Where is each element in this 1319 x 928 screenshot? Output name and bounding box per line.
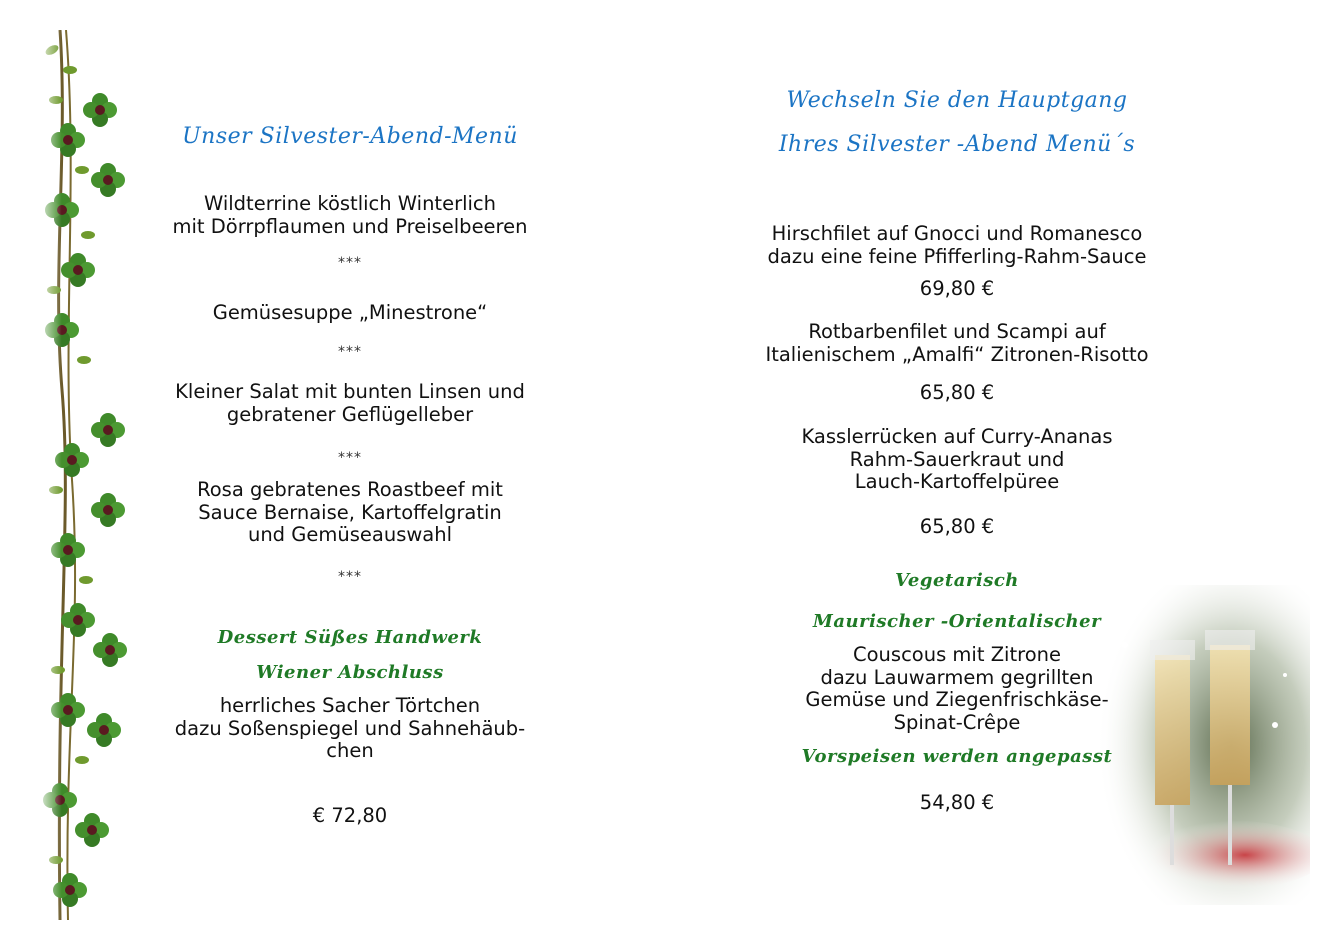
dessert-subheading: Wiener Abschluss (256, 662, 444, 683)
course-3: Kleiner Salat mit bunten Linsen und gebratener Geflügelleber (175, 380, 525, 426)
vegetarian-heading: Vegetarisch (895, 570, 1019, 591)
menu-price: € 72,80 (312, 804, 388, 827)
alternatives-title-line1: Wechseln Sie den Hauptgang (786, 88, 1128, 113)
separator: *** (338, 255, 362, 271)
separator: *** (338, 344, 362, 360)
main-option-2: Rotbarbenfilet und Scampi auf Italienischem „Amalfi“ Zitronen-Risotto (765, 320, 1149, 366)
price-option-2: 65,80 € (919, 381, 995, 404)
alternatives-title-line2: Ihres Silvester -Abend Menü´s (778, 132, 1136, 157)
price-option-1: 69,80 € (919, 277, 995, 300)
vegetarian-dish: Couscous mit Zitrone dazu Lauwarmem gegrillten Gemüse und Ziegenfrischkäse- Spinat-Crêpe (805, 643, 1109, 734)
vegetarian-subheading: Maurischer -Orientalischer (812, 611, 1102, 632)
separator: *** (338, 450, 362, 466)
price-vegetarian: 54,80 € (919, 791, 995, 814)
course-2: Gemüsesuppe „Minestrone“ (212, 301, 488, 324)
main-option-3: Kasslerrücken auf Curry-Ananas Rahm-Sauerkraut und Lauch-Kartoffelpüree (801, 425, 1113, 493)
menu-title: Unser Silvester-Abend-Menü (182, 124, 518, 149)
vegetarian-note: Vorspeisen werden angepasst (801, 746, 1113, 767)
main-option-1: Hirschfilet auf Gnocci und Romanesco dazu eine feine Pfifferling-Rahm-Sauce (767, 222, 1147, 268)
course-1: Wildterrine köstlich Winterlich mit Dörrpflaumen und Preiselbeeren (172, 192, 528, 238)
course-4: Rosa gebratenes Roastbeef mit Sauce Bernaise, Kartoffelgratin und Gemüseauswahl (197, 478, 503, 546)
dessert-heading: Dessert Süßes Handwerk (217, 627, 483, 648)
dessert-description: herrliches Sacher Törtchen dazu Soßenspiegel und Sahnehäub- chen (174, 694, 526, 762)
clover-vine-decoration (38, 30, 133, 920)
price-option-3: 65,80 € (919, 515, 995, 538)
separator: *** (338, 569, 362, 585)
